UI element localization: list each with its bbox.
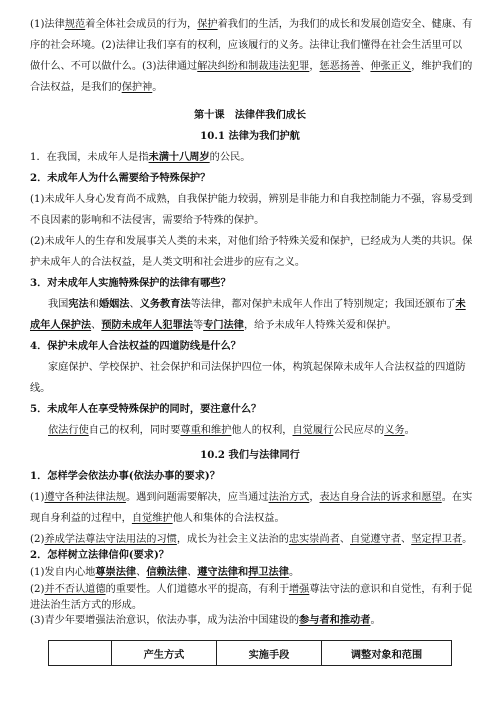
intro-line-3: 做什么、不可以做什么。(3)法律通过解决纠纷和制裁违法犯罪，惩恶扬善、伸张正义，维护我们的 xyxy=(30,61,473,72)
s2-q2-line-3: 进法治生活方式的形成。 xyxy=(30,600,143,611)
s1-q2-line-4: 护未成年人的合法权益，是人类文明和社会进步的应有之义。 xyxy=(30,257,306,268)
s2-q1-title: 1．怎样学会依法办事(依法办事的要求)？ xyxy=(30,470,220,482)
s2-q2-line-4: (3)青少年要增强法治意识，依法办事，成为法治中国建设的参与者和推动者。 xyxy=(30,614,381,626)
s1-q4-line-1: 家庭保护、学校保护、社会保护和司法保护四位一体，构筑起保障未成年人合法权益的四道防 xyxy=(48,362,466,373)
table-header-cell xyxy=(49,641,112,666)
s2-q1-line-1: (1)遵守各种法律法规。遇到问题需要解决，应当通过法治方式，表达自身合法的诉求和愿望。在实 xyxy=(30,492,473,503)
s1-q2-line-2: 不良因素的影响和不法侵害，需要给予特殊的保护。 xyxy=(30,215,265,226)
s1-q1-line: 1．在我国，未成年人是指未满十八周岁的公民。 xyxy=(30,151,251,163)
lesson-title: 第十课 法律伴我们成长 xyxy=(193,109,307,121)
intro-line-4: 合法权益，是我们的保护神。 xyxy=(30,82,163,93)
s1-q4-title: 4．保护未成年人合法权益的四道防线是什么？ xyxy=(30,340,241,352)
intro-line-1: (1)法律规范着全体社会成员的行为，保护着我们的生活，为我们的成长和发展创造安全、健康、有 xyxy=(30,19,473,30)
s1-q4-line-2: 线。 xyxy=(30,383,51,394)
s1-q3-line-2: 成年人保护法、预防未成年人犯罪法等专门法律，给予未成年人特殊关爱和保护。 xyxy=(30,319,397,331)
s2-q2-title: 2．怎样树立法律信仰(要求)？ xyxy=(30,549,169,561)
s2-q2-line-2: (2)并不否认道德的重要性。人们道德水平的提高，有利于增强尊法守法的意识和自觉性，有利于促 xyxy=(30,584,473,595)
s1-q2-title: 2．未成年人为什么需要给予特殊保护？ xyxy=(30,172,211,184)
s1-q5-title: 5．未成年人在享受特殊保护的同时，要注意什么？ xyxy=(30,403,262,415)
table-header-cell: 产生方式 xyxy=(112,641,217,666)
s1-q3-line-1: 我国宪法和婚姻法、义务教育法等法律，都对保护未成年人作出了特别规定；我国还颁布了未 xyxy=(48,298,466,310)
s2-q1-line-3: (2)养成学法尊法守法用法的习惯，成长为社会主义法治的忠实崇尚者、自觉遵守者、坚定捍卫者。 xyxy=(30,534,473,545)
table-header-row xyxy=(49,641,452,666)
section-2-title: 10.2 我们与法律同行 xyxy=(200,449,300,461)
s2-q1-line-2: 现自身利益的过程中，自觉维护他人和集体的合法权益。 xyxy=(30,513,285,524)
s2-q2-line-1: (1)发自内心地尊崇法律、信赖法律、遵守法律和捍卫法律。 xyxy=(30,566,300,578)
table-header-cell: 调整对象和范围 xyxy=(322,641,452,666)
comparison-table xyxy=(48,640,452,666)
table-header-cell: 实施手段 xyxy=(217,641,322,666)
s1-q5-line-1: 依法行使自己的权利，同时要尊重和维护他人的权利，自觉履行公民应尽的义务。 xyxy=(48,425,415,436)
intro-line-2: 序的社会环境。(2)法律让我们享有的权利，应该履行的义务。法律让我们懂得在社会生活里可以 xyxy=(30,40,463,51)
s1-q2-line-1: (1)未成年人身心发育尚不成熟，自我保护能力较弱，辨别是非能力和自我控制能力不强，容易受到 xyxy=(30,194,473,205)
s1-q3-title: 3．对未成年人实施特殊保护的法律有哪些？ xyxy=(30,277,231,289)
s1-q2-line-3: (2)未成年人的生存和发展事关人类的未来，对他们给予特殊关爱和保护，已经成为人类的共识。保 xyxy=(30,236,473,247)
section-1-title: 10.1 法律为我们护航 xyxy=(200,130,300,142)
